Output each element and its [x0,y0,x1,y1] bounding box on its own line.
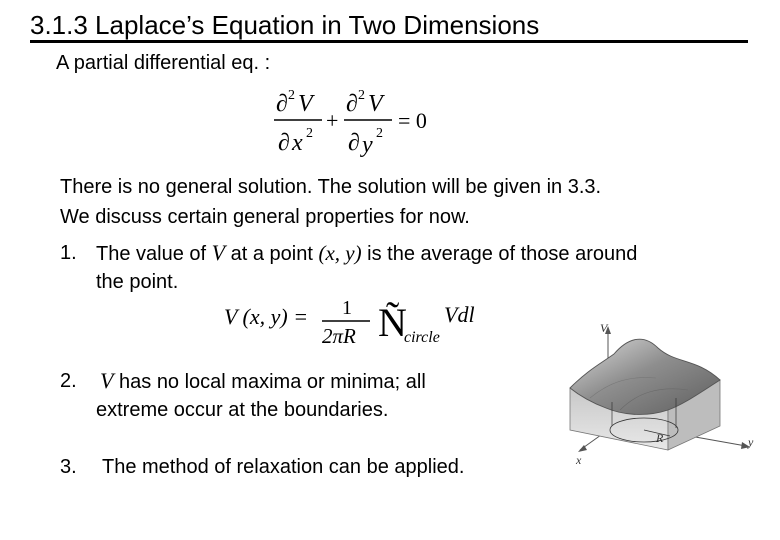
slide-title: 3.1.3 Laplace’s Equation in Two Dimensions [30,10,540,40]
formula-subscript-circle: circle [404,329,440,346]
intro-line-2: We discuss certain general properties for now. [60,206,470,228]
d2V-dx-num-partial: ∂ [276,91,288,117]
axis-label-y: y [748,435,754,449]
item-1-line-2: the point. [96,271,179,293]
contour-integral-glyph: Ñ [378,300,407,345]
axis-label-v: V [600,321,608,335]
item-3-text: The method of relaxation can be applied. [102,456,465,478]
formula-denominator: 2πR [322,324,356,348]
d2V-dx-num-exp: 2 [288,88,295,103]
plus-sign: + [326,108,339,133]
title-underline [30,40,748,43]
d2V-dx-den-x: x [292,130,303,156]
d2V-dy-den-partial: ∂ [348,130,360,156]
formula-numerator: 1 [342,297,352,319]
item-2-line-1: V has no local maxima or minima; all [100,368,426,393]
laplace-equation [270,84,450,162]
axis-label-x: x [576,453,582,467]
intro-paragraph [60,172,601,232]
d2V-dx-den-exp: 2 [306,126,313,141]
intro-line-1: There is no general solution. The solution will be given in 3.3. [60,176,602,198]
item-2-line-2: extreme occur at the boundaries. [96,399,389,421]
list-item-1 [60,239,760,299]
saddle-surface-figure [560,318,770,468]
item-1-point: (x, y) [318,241,362,265]
list-item-2 [60,367,540,427]
formula-integrand: Vdl [444,302,475,327]
d2V-dy-num-exp: 2 [358,88,365,103]
d2V-dx-den-partial: ∂ [278,130,290,156]
d2V-dy-num-V: V [368,91,383,117]
item-1-line-1: The value of V at a point (x, y) is the average of those around [96,240,638,265]
item-3-number: 3. [60,456,77,478]
d2V-dx-num-V: V [298,91,313,117]
list-item-3 [60,453,560,483]
d2V-dy-den-y: y [362,132,373,158]
average-formula [220,294,500,350]
item-2-number: 2. [60,370,77,392]
d2V-dy-num-partial: ∂ [346,91,358,117]
item-2-var-V: V [100,368,114,393]
formula-lhs: V (x, y) = [224,304,309,329]
equals-zero: = 0 [398,108,427,133]
d2V-dy-den-exp: 2 [376,126,383,141]
item-1-var-V: V [211,240,226,265]
radius-label: R [656,431,664,445]
item-1-number: 1. [60,242,77,264]
subtitle: A partial differential eq. : [56,52,271,74]
